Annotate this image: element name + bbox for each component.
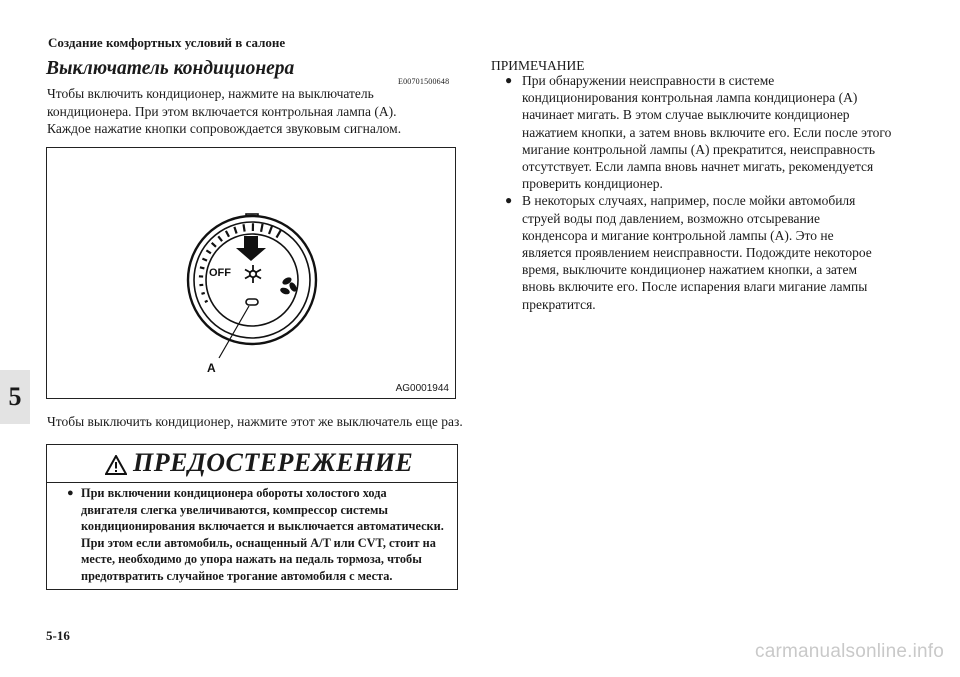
callout-label: A <box>207 361 216 375</box>
intro-paragraph <box>47 85 467 138</box>
ac-switch-illustration <box>47 148 455 398</box>
off-label: OFF <box>209 267 231 279</box>
chapter-tab-number: 5 <box>8 382 22 411</box>
note-line: нажатием кнопки, а затем вновь включите его. Если после этого <box>522 124 892 140</box>
note-list <box>505 72 915 313</box>
warning-triangle-icon <box>105 455 127 475</box>
scale-tick <box>244 224 245 231</box>
intro-line: кондиционера. При этом включается контрольная лампа (A). <box>47 103 397 119</box>
watermark: carmanualsonline.info <box>755 641 945 662</box>
note-line: отсутствует. Если лампа вновь начнет мигать, рекомендуется <box>522 159 874 175</box>
warning-header <box>47 445 457 483</box>
bullet-icon: ● <box>67 487 74 499</box>
warning-line: предотвратить случайное трогание автомобиля с места. <box>81 568 393 583</box>
bullet-icon: ● <box>505 73 513 87</box>
note-label: ПРИМЕЧАНИЕ <box>491 58 585 73</box>
note-line: вновь включите его. После испарения влаги мигание лампы <box>522 279 868 295</box>
warning-text <box>81 485 452 584</box>
note-line: проверить кондиционер. <box>522 176 663 192</box>
note-line: начинает мигать. В этом случае выключите кондиционер <box>522 107 850 123</box>
warning-line: месте, необходимо до упора нажать на педаль тормоза, чтобы <box>81 552 422 566</box>
figure-code: AG0001944 <box>395 383 449 394</box>
warning-line: При этом если автомобиль, оснащенный A/T или CVT, стоит на <box>81 535 436 550</box>
scale-tick <box>261 224 263 232</box>
turn-off-instruction: Чтобы выключить кондиционер, нажмите этот же выключатель еще раз. <box>47 414 463 429</box>
warning-body <box>67 485 452 584</box>
note-line: струей воды под давлением, возможно отсыревание <box>522 210 820 226</box>
ac-switch-figure <box>46 147 456 399</box>
note-text <box>522 192 915 312</box>
scale-tick <box>200 267 204 268</box>
page-number: 5-16 <box>46 628 70 643</box>
note-line: В некоторых случаях, например, после мойки автомобиля <box>522 193 856 209</box>
list-item <box>505 72 915 192</box>
scale-tick <box>205 301 208 302</box>
note-line: кондиционирования контрольная лампа кондиционера (A) <box>522 90 858 106</box>
intro-line: Чтобы включить кондиционер, нажмите на выключатель <box>47 86 374 101</box>
note-line: конденсора и мигание контрольной лампы (A). Это не <box>522 227 834 243</box>
note-line: При обнаружении неисправности в системе <box>522 73 775 88</box>
warning-box <box>46 444 458 590</box>
list-item <box>505 192 915 312</box>
bullet-icon: ● <box>505 193 513 208</box>
note-text <box>522 72 915 192</box>
chapter-header: Создание комфортных условий в салоне <box>48 35 286 50</box>
scale-tick <box>201 293 204 294</box>
note-line: мигание контрольной лампы (A) прекратится, неисправность <box>522 141 876 157</box>
note-line: прекратится. <box>522 296 596 312</box>
warning-title: ПРЕДОСТЕРЕЖЕНИЕ <box>133 448 414 477</box>
warning-line: кондиционирования включается и выключается автоматически. <box>81 519 444 533</box>
indicator-lamp-icon <box>246 299 258 305</box>
list-item <box>67 485 452 584</box>
note-line: время, выключите кондиционер нажатием кнопки, а затем <box>522 262 857 278</box>
intro-line: Каждое нажатие кнопки сопровождается звуковым сигналом. <box>47 121 402 136</box>
warning-line: двигателя слегка увеличиваются, компрессор системы <box>81 502 388 517</box>
note-line: является проявлением неисправности. Подождите некоторое <box>522 245 872 261</box>
section-code: E00701500648 <box>398 77 450 86</box>
warning-line: При включении кондиционера обороты холостого хода <box>81 486 387 500</box>
section-title: Выключатель кондиционера <box>46 58 295 79</box>
chapter-tab <box>0 370 30 424</box>
